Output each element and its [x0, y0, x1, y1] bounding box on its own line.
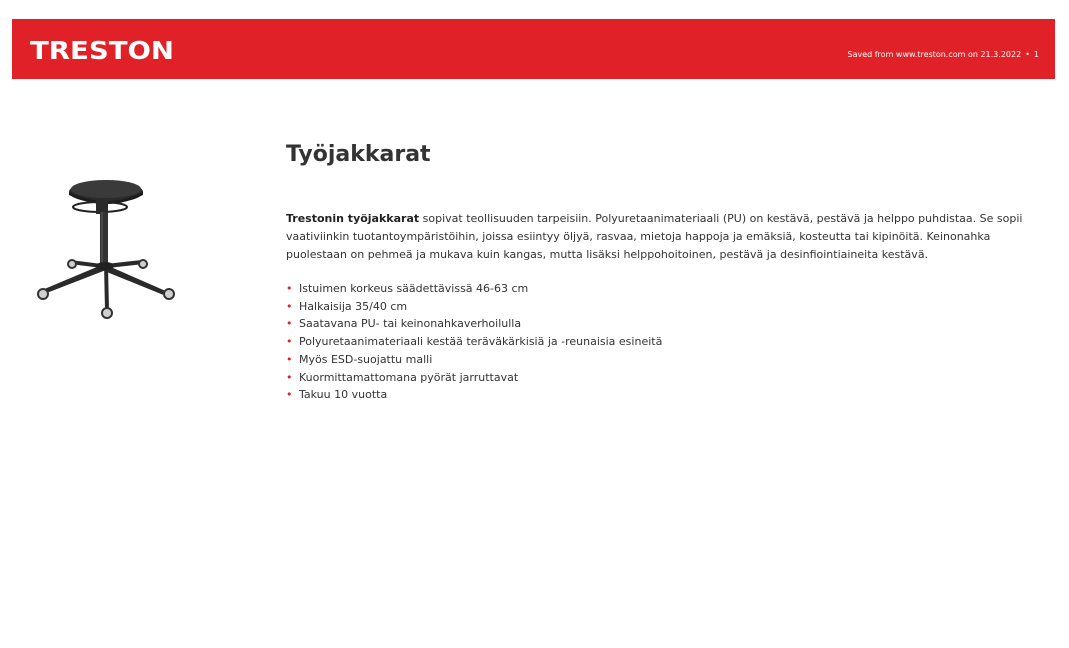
saved-from-line [847, 50, 1039, 59]
page-header [12, 19, 1055, 79]
feature-text: Takuu 10 vuotta [299, 388, 388, 402]
intro-text: sopivat teollisuuden tarpeisiin. Polyuretaanimateriaali (PU) on kestävä, pestävä ja helppo puhdistaa. Se sopii vaativiinkin tuotantoympäristöihin, joissa esiintyy öljyä, rasvaa, mietoja happoja ja emäksiä, kosteutta tai kipinöitä. Keinonahka puolestaan on pehmeä ja mukava kuin kangas, mutta lisäksi helppohoitoinen, pestävä ja desinfiointiaineita kestävä. [286, 212, 1023, 261]
feature-list [286, 280, 662, 404]
svg-text:TRESTON: TRESTON [30, 36, 174, 62]
feature-item [286, 280, 662, 298]
page-title: Työjakkarat [286, 142, 431, 167]
bullet-icon: • [286, 388, 293, 402]
saved-from-text: Saved from www.treston.com on 21.3.2022 [847, 50, 1022, 59]
feature-item [286, 351, 662, 369]
bullet-icon: • [286, 317, 293, 331]
bullet-icon: • [286, 299, 293, 313]
feature-text: Polyuretaanimateriaali kestää teräväkärkisiä ja -reunaisia esineitä [299, 335, 663, 349]
treston-logo [30, 36, 174, 62]
feature-item [286, 369, 662, 387]
feature-text: Halkaisija 35/40 cm [299, 299, 408, 313]
feature-text: Istuimen korkeus säädettävissä 46-63 cm [299, 282, 529, 295]
intro-paragraph [286, 210, 1026, 264]
bullet-icon: • [286, 282, 293, 295]
feature-item [286, 315, 662, 333]
feature-item [286, 333, 662, 351]
separator-dot: • [1025, 50, 1030, 59]
feature-item [286, 386, 662, 404]
intro-bold-text: Trestonin työjakkarat [286, 212, 420, 225]
bullet-icon: • [286, 335, 293, 349]
feature-text: Myös ESD-suojattu malli [299, 352, 433, 366]
feature-text: Saatavana PU- tai keinonahkaverhoilulla [299, 317, 522, 331]
feature-text: Kuormittamattomana pyörät jarruttavat [299, 370, 519, 384]
bullet-icon: • [286, 352, 293, 366]
feature-item [286, 298, 662, 316]
page-number: 1 [1033, 50, 1039, 59]
bullet-icon: • [286, 370, 293, 384]
stool-image [30, 170, 182, 322]
